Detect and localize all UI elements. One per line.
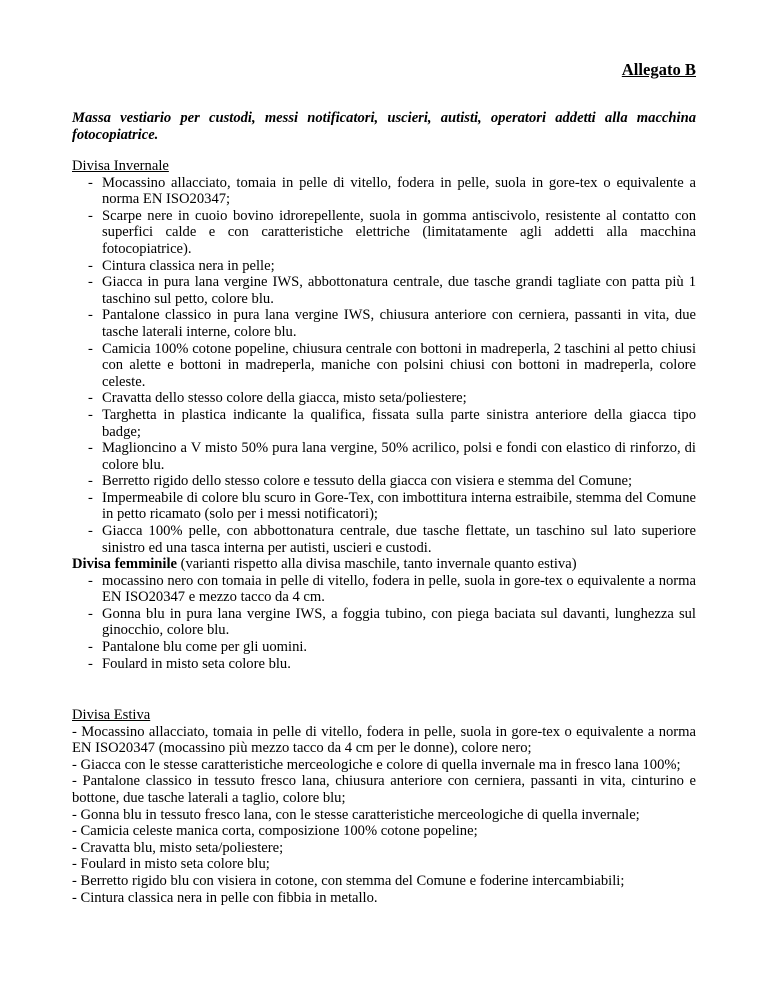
female-uniform-section xyxy=(72,556,696,672)
list-item xyxy=(72,440,696,473)
list-item xyxy=(72,390,696,407)
list-item: - Cintura classica nera in pelle con fibbia in metallo. xyxy=(72,889,378,906)
list-item xyxy=(72,639,696,656)
list-item-text: Targhetta in plastica indicante la qualifica, fissata sulla parte sinistra anteriore della giacca tipo badge; xyxy=(102,406,696,440)
list-item xyxy=(72,573,696,606)
list-item xyxy=(72,258,696,275)
list-item: - Giacca con le stesse caratteristiche merceologiche e colore di quella invernale ma in fresco lana 100%; xyxy=(72,756,681,773)
list-item-text: Camicia 100% cotone popeline, chiusura centrale con bottoni in madreperla, 2 taschini al petto chiusi con alette e bottoni in madreperla, maniche con polsini chiusi con bottoni in madreperla, colore celeste. xyxy=(102,340,696,390)
dash-bullet: - xyxy=(88,340,93,357)
list-item-text: Berretto rigido dello stesso colore e tessuto della giacca con visiera e stemma del Comune; xyxy=(102,473,633,490)
list-item-text: Cravatta dello stesso colore della giacca, misto seta/poliestere; xyxy=(102,390,467,407)
dash-bullet: - xyxy=(88,257,93,274)
list-item-text: Maglioncino a V misto 50% pura lana vergine, 50% acrilico, polsi e fondi con elastico di rinforzo, di colore blu. xyxy=(102,440,696,473)
dash-bullet: - xyxy=(88,638,93,655)
winter-uniform-section xyxy=(72,158,696,556)
intro-paragraph: Massa vestiario per custodi, messi notificatori, uscieri, autisti, operatori addetti alla macchina fotocopiatrice. xyxy=(72,110,696,143)
list-item-text: Foulard in misto seta colore blu. xyxy=(102,655,291,672)
dash-bullet: - xyxy=(88,307,93,324)
list-item-text: Cintura classica nera in pelle; xyxy=(102,257,275,274)
dash-bullet: - xyxy=(88,572,93,589)
dash-bullet: - xyxy=(88,473,93,490)
summer-heading: Divisa Estiva xyxy=(72,707,151,723)
list-item: - Gonna blu in tessuto fresco lana, con le stesse caratteristiche merceologiche di quella invernale; xyxy=(72,806,640,823)
dash-bullet: - xyxy=(88,174,93,191)
dash-bullet: - xyxy=(88,440,93,457)
list-item xyxy=(72,656,696,673)
list-item xyxy=(72,523,696,556)
dash-bullet: - xyxy=(88,207,93,224)
female-list xyxy=(72,573,696,673)
list-item xyxy=(72,473,696,490)
dash-bullet: - xyxy=(88,406,93,423)
list-item xyxy=(72,208,696,258)
female-heading-note: (varianti rispetto alla divisa maschile, tanto invernale quanto estiva) xyxy=(176,556,577,572)
list-item-text: Mocassino allacciato, tomaia in pelle di vitello, fodera in pelle, suola in gore-tex o equivalente a norma EN ISO20347; xyxy=(102,174,696,208)
list-item-text: Pantalone classico in pura lana vergine IWS, chiusura anteriore con cerniera, passanti in vita, due tasche laterali interne, colore blu. xyxy=(102,307,696,340)
winter-heading: Divisa Invernale xyxy=(72,158,169,174)
list-item: - Camicia celeste manica corta, composizione 100% cotone popeline; xyxy=(72,823,478,840)
dash-bullet: - xyxy=(88,523,93,540)
list-item-text: Impermeabile di colore blu scuro in Gore-Tex, con imbottitura interna estraibile, stemma del Comune in petto ricamato (solo per i messi notificatori); xyxy=(102,489,696,523)
list-item xyxy=(72,307,696,340)
list-item xyxy=(72,490,696,523)
female-heading: Divisa femminile xyxy=(72,556,177,572)
winter-list xyxy=(72,175,696,557)
list-item-text: mocassino nero con tomaia in pelle di vitello, fodera in pelle, suola in gore-tex o equivalente a norma EN ISO20347 e mezzo tacco da 4 cm. xyxy=(102,572,696,606)
list-item-text: Scarpe nere in cuoio bovino idrorepellente, suola in gomma antiscivolo, resistente al contatto con superfici calde e con caratteristiche elettriche (limitatamente agli addetti alla macchina fotocopiatrice). xyxy=(102,207,696,257)
document-title: Allegato B xyxy=(621,60,696,79)
list-item: - Berretto rigido blu con visiera in cotone, con stemma del Comune e foderine intercambiabili; xyxy=(72,872,625,889)
list-item: - Pantalone classico in tessuto fresco lana, chiusura anteriore con cerniera, passanti in vita, cinturino e bottone, due tasche laterali a taglio, colore blu; xyxy=(72,773,696,806)
list-item-text: Gonna blu in pura lana vergine IWS, a foggia tubino, con piega baciata sul davanti, lunghezza sul ginocchio, colore blu. xyxy=(102,605,696,639)
dash-bullet: - xyxy=(88,274,93,291)
dash-bullet: - xyxy=(88,605,93,622)
summer-uniform-section xyxy=(72,707,696,906)
list-item-text: Pantalone blu come per gli uomini. xyxy=(102,638,308,655)
list-item: - Cravatta blu, misto seta/poliestere; xyxy=(72,839,284,856)
list-item xyxy=(72,341,696,391)
dash-bullet: - xyxy=(88,390,93,407)
dash-bullet: - xyxy=(88,655,93,672)
list-item: - Foulard in misto seta colore blu; xyxy=(72,856,270,873)
list-item xyxy=(72,274,696,307)
list-item xyxy=(72,175,696,208)
list-item xyxy=(72,407,696,440)
list-item-text: Giacca in pura lana vergine IWS, abbottonatura centrale, due tasche grandi tagliate con patta più 1 taschino sul petto, colore blu. xyxy=(102,274,696,307)
list-item: - Mocassino allacciato, tomaia in pelle di vitello, fodera in pelle, suola in gore-tex o equivalente a norma EN ISO20347 (mocassino più mezzo tacco da 4 cm per le donne), colore nero; xyxy=(72,723,696,757)
list-item xyxy=(72,606,696,639)
list-item-text: Giacca 100% pelle, con abbottonatura centrale, due tasche flettate, un taschino sul lato superiore sinistro ed una tasca interna per autisti, uscieri e custodi. xyxy=(102,523,696,556)
dash-bullet: - xyxy=(88,489,93,506)
